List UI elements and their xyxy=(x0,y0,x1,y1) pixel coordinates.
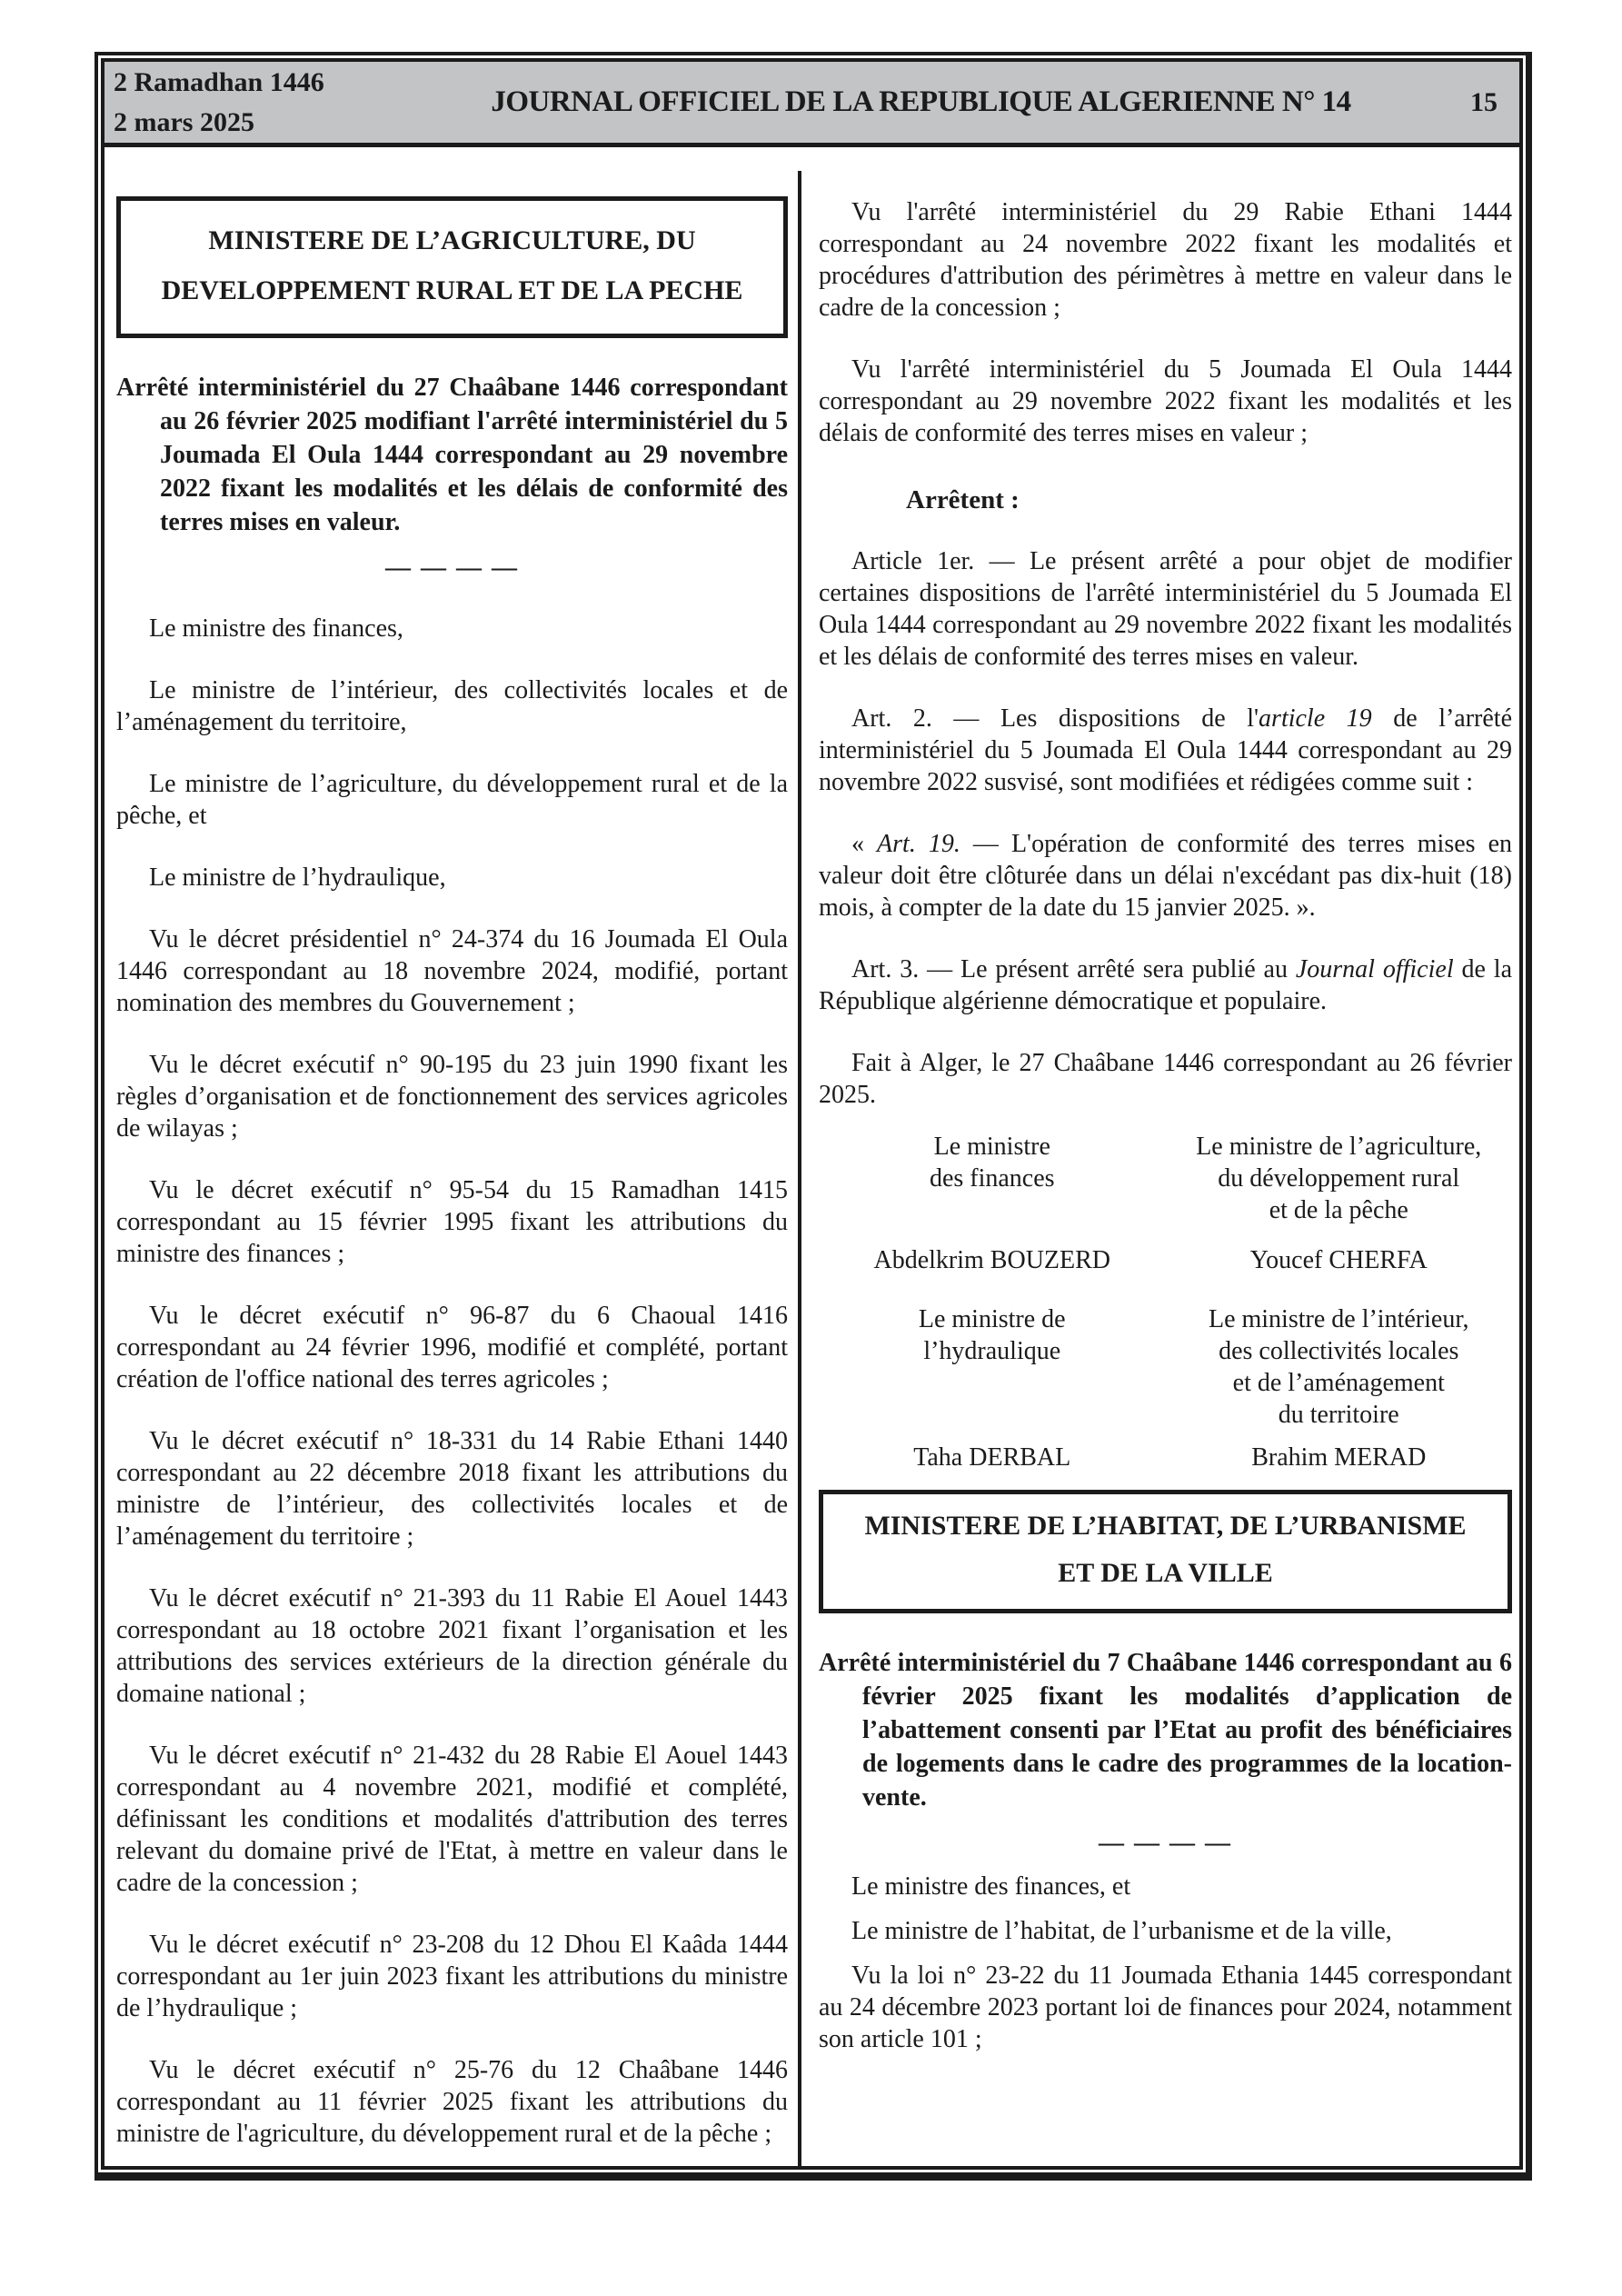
ministry-box-line: MINISTERE DE L’HABITAT, DE L’URBANISME xyxy=(864,1511,1467,1541)
journal-title: JOURNAL OFFICIEL DE LA REPUBLIQUE ALGERIENNE N° 14 xyxy=(491,85,1351,118)
paragraph: Vu le décret exécutif n° 90-195 du 23 juin 1990 fixant les règles d’organisation et de fonctionnement des services agricoles de wilayas ; xyxy=(116,1051,788,1143)
column-left xyxy=(104,147,798,2166)
paragraph: Vu le décret exécutif n° 18-331 du 14 Rabie Ethani 1440 correspondant au 22 décembre 2018 fixant les attributions du ministre de l’intérieur, des collectivités locales et de l’aménagement du territoire ; xyxy=(116,1427,788,1551)
article-2-post: de l’arrêté interministériel du 5 Joumada El Oula 1444 correspondant au 29 novembre 2022 susvisé, sont modifiées et rédigées comme suit : xyxy=(819,704,1513,796)
paragraph: Le ministre de l’intérieur, des collectivités locales et de l’aménagement du territoire, xyxy=(116,676,788,736)
paragraph: Le ministre de l’agriculture, du développement rural et de la pêche, et xyxy=(116,770,788,830)
signature-title-line: des collectivités locales xyxy=(1219,1337,1459,1365)
article-2 xyxy=(819,703,1512,798)
paragraph: Vu le décret exécutif n° 21-393 du 11 Rabie El Aouel 1443 correspondant au 18 octobre 2021 fixant l’organisation et les attributions des services extérieurs de la direction générale du domaine national ; xyxy=(116,1584,788,1708)
signature-title-line: et de l’aménagement xyxy=(1232,1369,1445,1397)
page-number: 15 xyxy=(1470,86,1498,117)
signature-title xyxy=(819,1131,1166,1226)
signature-names-row xyxy=(819,1442,1512,1473)
signature-title-line: Le ministre de l’intérieur, xyxy=(1208,1305,1469,1333)
article-3-post: de la République algérienne démocratique et populaire. xyxy=(819,955,1513,1015)
article-19-italic: Art. 19. xyxy=(877,830,960,858)
ministry-box-agriculture xyxy=(116,196,788,338)
signature-titles-row xyxy=(819,1131,1512,1226)
signature-title-line: et de la pêche xyxy=(1269,1196,1408,1224)
ministry-box-line: ET DE LA VILLE xyxy=(1058,1558,1273,1588)
column-right xyxy=(801,147,1519,2166)
signature-title-line: du développement rural xyxy=(1218,1164,1460,1193)
page-frame-inner xyxy=(101,58,1523,2170)
article-19-post: — L'opération de conformité des terres mises en valeur doit être clôturée dans un délai n'excédant pas dix-huit (18) mois, à compter de la date du 15 janvier 2025. ». xyxy=(819,830,1513,922)
signature-name: Youcef CHERFA xyxy=(1249,1246,1428,1274)
signature-titles-row xyxy=(819,1303,1512,1431)
signature-title xyxy=(1166,1303,1513,1431)
dash-separator: — — — — xyxy=(1099,1829,1232,1857)
signature-title-line: Le ministre de xyxy=(918,1305,1066,1333)
signature-name: Abdelkrim BOUZERD xyxy=(873,1246,1111,1274)
date-hijri: 2 Ramadhan 1446 xyxy=(114,66,324,97)
article-19-quote xyxy=(819,828,1512,923)
signature-title xyxy=(1166,1131,1513,1226)
paragraph: Vu l'arrêté interministériel du 29 Rabie Ethani 1444 correspondant au 24 novembre 2022 fixant les modalités et procédures d'attribution des périmètres à mettre en valeur dans le cadre de la concession ; xyxy=(819,198,1512,322)
paragraph: Vu la loi n° 23-22 du 11 Joumada Ethania 1445 correspondant au 24 décembre 2023 portant loi de finances pour 2024, notamment son article 101 ; xyxy=(819,1962,1512,2053)
journal-header xyxy=(104,62,1519,147)
arretent-heading: Arrêtent : xyxy=(906,485,1020,514)
paragraph: Le ministre des finances, et xyxy=(851,1872,1131,1901)
paragraph: Vu le décret exécutif n° 96-87 du 6 Chaoual 1416 correspondant au 24 février 1996, modifié et complété, portant création de l'office national des terres agricoles ; xyxy=(116,1302,788,1393)
header-dates xyxy=(114,63,413,143)
decree-title: Arrêté interministériel du 27 Chaâbane 1446 correspondant au 26 février 2025 modifiant l'arrêté interministériel du 5 Joumada El Oula 1444 correspondant au 29 novembre 2022 fixant les modalités et les délais de conformité des terres mises en valeur. xyxy=(116,374,788,536)
signature-title-line: l’hydraulique xyxy=(923,1337,1061,1365)
signature-title-line: du territoire xyxy=(1278,1401,1399,1429)
page-frame xyxy=(95,52,1532,2181)
paragraph: Le ministre de l’hydraulique, xyxy=(149,863,446,892)
article-3 xyxy=(819,953,1512,1017)
page-columns xyxy=(104,147,1519,2166)
signature-title xyxy=(819,1303,1166,1431)
dash-separator: — — — — xyxy=(385,554,519,582)
signature-names-row xyxy=(819,1244,1512,1276)
ministry-box-habitat xyxy=(819,1490,1512,1613)
article-2-pre: Art. 2. — Les dispositions de l' xyxy=(851,704,1259,733)
ministry-box-line: DEVELOPPEMENT RURAL ET DE LA PECHE xyxy=(161,275,743,305)
paragraph: Vu le décret exécutif n° 95-54 du 15 Ramadhan 1415 correspondant au 15 février 1995 fixant les attributions du ministre des finances ; xyxy=(116,1176,788,1268)
paragraph: Vu le décret exécutif n° 23-208 du 12 Dhou El Kaâda 1444 correspondant au 1er juin 2023 fixant les attributions du ministre de l’hydraulique ; xyxy=(116,1931,788,2022)
signature-name: Brahim MERAD xyxy=(1251,1443,1427,1472)
article-3-pre: Art. 3. — Le présent arrêté sera publié au xyxy=(851,955,1296,983)
article-2-italic: article 19 xyxy=(1259,704,1372,733)
signature-name: Taha DERBAL xyxy=(913,1443,1071,1472)
paragraph: Vu le décret exécutif n° 21-432 du 28 Rabie El Aouel 1443 correspondant au 4 novembre 2021, modifié et complété, définissant les conditions et modalités d'attribution des terres relevant du domaine privé de l'Etat, à mettre en valeur dans le cadre de la concession ; xyxy=(116,1742,788,1897)
date-gregorian: 2 mars 2025 xyxy=(114,106,254,137)
paragraph: Vu l'arrêté interministériel du 5 Joumada El Oula 1444 correspondant au 29 novembre 2022 fixant les modalités et les délais de conformité des terres mises en valeur ; xyxy=(819,355,1512,447)
paragraph: Vu le décret exécutif n° 25-76 du 12 Chaâbane 1446 correspondant au 11 février 2025 fixant les attributions du ministre de l'agriculture, du développement rural et de la pêche ; xyxy=(116,2056,788,2148)
signature-title-line: des finances xyxy=(929,1164,1055,1193)
paragraph: Le ministre des finances, xyxy=(149,614,403,643)
ministry-box-line: MINISTERE DE L’AGRICULTURE, DU xyxy=(208,225,696,255)
article-1: Article 1er. — Le présent arrêté a pour objet de modifier certaines dispositions de l'arrêté interministériel du 5 Joumada El Oula 1444 correspondant au 29 novembre 2022 fixant les modalités et les délais de conformité des terres mises en valeur. xyxy=(819,547,1512,671)
signature-title-line: Le ministre de l’agriculture, xyxy=(1196,1133,1482,1161)
signature-title-line: Le ministre xyxy=(933,1133,1050,1161)
fait-a-alger: Fait à Alger, le 27 Chaâbane 1446 correspondant au 26 février 2025. xyxy=(819,1049,1512,1109)
paragraph: Vu le décret présidentiel n° 24-374 du 16 Joumada El Oula 1446 correspondant au 18 novembre 2024, modifié, portant nomination des membres du Gouvernement ; xyxy=(116,925,788,1017)
article-3-italic: Journal officiel xyxy=(1295,955,1454,983)
paragraph: Le ministre de l’habitat, de l’urbanisme et de la ville, xyxy=(851,1917,1392,1945)
decree-title-2: Arrêté interministériel du 7 Chaâbane 1446 correspondant au 6 février 2025 fixant les modalités d’application de l’abattement consenti par l’Etat au profit des bénéficiaires de logements dans le cadre des programmes de la location-vente. xyxy=(819,1649,1512,1812)
article-19-pre: « xyxy=(851,830,878,858)
